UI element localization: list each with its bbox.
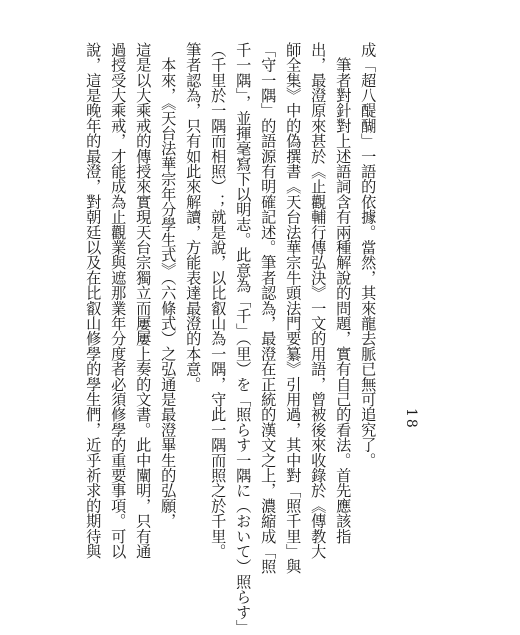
text-column-12: 說，這是晚年的最澄，對朝廷以及在比叡山修學的學生們，近乎祈求的期待與 <box>84 42 103 559</box>
text-column-7: （千里於一隅而相照）；就是說，以比叡山為一隅，守此一隅而照之於千里。 <box>209 42 228 559</box>
text-column-11: 過授受大乘戒，才能成為止觀業與遮那業年分度者必須修學的重要事項。可以 <box>109 42 128 559</box>
text-column-3: 出，最澄原來甚於《止觀輔行傳弘決》一文的用語，曾被後來收錄於《傳教大 <box>309 42 328 559</box>
text-column-8: 筆者認為，只有如此來解讀，方能表達最澄的本意。 <box>184 42 203 392</box>
page-number: 18 <box>403 408 419 430</box>
text-column-2: 筆者對針對上述語詞含有兩種解說的問題，實有自己的看法。首先應該指 <box>334 42 353 544</box>
text-column-1: 成「超八醍醐」一語的依據。當然，其來龍去脈已無可追究了。 <box>359 42 378 468</box>
text-column-9: 本來，《天台法華宗年分學生式》（六條式）之弘通是最澄畢生的弘願， <box>159 42 178 529</box>
text-column-4: 師全集》中的偽撰書《天台法華宗牛頭法門要纂》引用過，其中對「照千里」與 <box>284 42 303 574</box>
text-column-5: 「守一隅」的語源有明確記述。筆者認為，最澄在正統的漢文之上，濃縮成「照 <box>259 42 278 574</box>
text-column-6: 千一隅」，並揮毫寫下以明志。此意為「千」（里）を「照らす一隅に（おいて）照らす」 <box>234 42 253 635</box>
text-column-10: 這是以大乘戒的傳授來實現天台宗獨立而屢屢上奏的文書。此中闡明，只有通 <box>134 42 153 559</box>
